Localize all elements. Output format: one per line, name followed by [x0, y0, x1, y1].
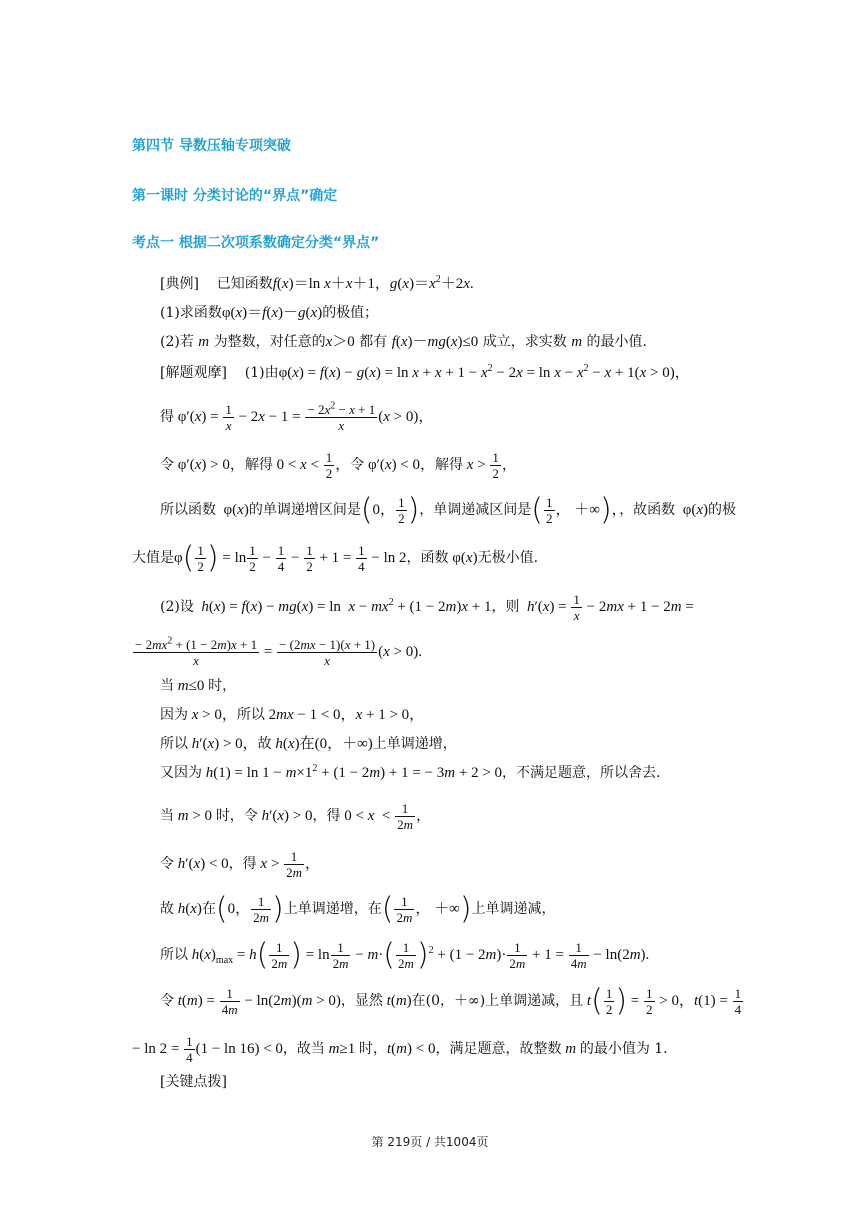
- solution-line-10: 所以 h′(x) > 0，故 h(x)在(0，＋∞)上单调递增，: [160, 736, 457, 752]
- page-footer: 第 219页 / 共1004页: [371, 1135, 489, 1149]
- topic-heading: 考点一 根据二次项系数确定分类“界点”: [132, 235, 380, 251]
- solution-line-15: 所以 $h(x)_{max} = h$( $\frac{1}{2m}$ ) = ln $\frac{1}{2m}$ − m·( $\frac{1}{2m}$ )$^2$ + (1 − 2m)· $\frac{1}{2m}$ + 1 = $\frac{1}{4m}$ − ln(2m).: [160, 937, 650, 973]
- solution-line-5: 大值是φ( $\frac{1}{2}$ ) = ln $\frac{1}{2}$ − $\frac{1}{4}$ − $\frac{1}{2}$ + 1 = $\frac{1}{4}$ − ln 2，函数 φ(x)无极小值.: [132, 540, 539, 576]
- key-point-tag: [关键点拨]: [160, 1074, 227, 1090]
- question-1: (1)求函数φ(x)＝f(x)－g(x)的极值；: [160, 305, 379, 321]
- lesson-heading: 第一课时 分类讨论的“界点”确定: [132, 188, 338, 204]
- solution-line-2: 得 φ′(x) = $\frac{1}{x}$ − 2x − 1 = $\frac{- 2x^2 - x + 1}{x}$ (x > 0)，: [160, 400, 434, 433]
- solution-line-7: $\frac{- 2mx^2 + (1 - 2m)x + 1}{x}$ = $\frac{- (2mx - 1)(x + 1)}{x}$ (x > 0).: [135, 635, 423, 668]
- solution-line-8: 当 m≤0 时，: [160, 678, 237, 694]
- example-tag: [典例]: [160, 276, 199, 292]
- solution-line-3: 令 φ′(x) > 0，解得 0 < x < $\frac{1}{2}$ ，令 φ′(x) < 0，解得 x > $\frac{1}{2}$ ，: [160, 450, 517, 481]
- solution-line-1: [解题观摩] (1)由$\varphi(x) = f(x) - g(x) = \ln x + x + 1 - x^2 - 2x = \ln x - x^2 - x + 1(x > 0)$，: [160, 363, 690, 381]
- solution-tag: [解题观摩]: [160, 365, 227, 381]
- solution-line-4: 所以函数 φ(x)的单调递增区间是(0， $\frac{1}{2}$ )，单调递减区间是( $\frac{1}{2}$ ， ＋∞)，，故函数 φ(x)的极: [160, 492, 737, 528]
- solution-line-12: 当 m > 0 时，令 h′(x) > 0，得 0 < x < $\frac{1}{2m}$ ，: [160, 801, 431, 832]
- question-2: (2)若 m 为整数，对任意的x＞0 都有 f(x)－mg(x)≤0 成立，求实数 m 的最小值.: [160, 334, 647, 350]
- solution-line-6: (2)设 $h(x) = f(x) - mg(x) = \ln x - mx^2 + (1 - 2m)x + 1$，则 h′(x) = $\frac{1}{x}$ − 2mx + 1 − 2m =: [160, 592, 694, 623]
- solution-line-14: 故 h(x)在(0， $\frac{1}{2m}$ )上单调递增，在( $\frac{1}{2m}$ ， ＋∞)上单调递减，: [160, 891, 556, 927]
- solution-line-16: 令 t(m) = $\frac{1}{4m}$ − ln(2m)(m > 0)，显然 t(m)在(0，＋∞)上单调递减，且 t( $\frac{1}{2}$ ) = $\frac{1}{2}$ > 0，t(1) = $\frac{1}{4}$: [160, 983, 742, 1019]
- section-heading: 第四节 导数压轴专项突破: [132, 138, 291, 154]
- solution-line-13: 令 h′(x) < 0，得 x > $\frac{1}{2m}$ ，: [160, 849, 320, 880]
- solution-line-11: 又因为 $h(1) = \ln 1 - m\times 1^2 + (1 - 2m) + 1$ = − 3m + 2 > 0，不满足题意，所以舍去.: [160, 763, 661, 781]
- solution-line-9: 因为 x > 0，所以 2mx − 1 < 0，x + 1 > 0，: [160, 707, 425, 723]
- solution-line-17: − ln 2 = $\frac{1}{4}$ (1 − ln 16) < 0，故当 m≥1 时，t(m) < 0，满足题意，故整数 m 的最小值为 1.: [132, 1034, 668, 1065]
- problem-statement: [典例] 已知函数f(x)＝ln x＋x＋1，$g(x)=x^2+2x$.: [160, 274, 474, 292]
